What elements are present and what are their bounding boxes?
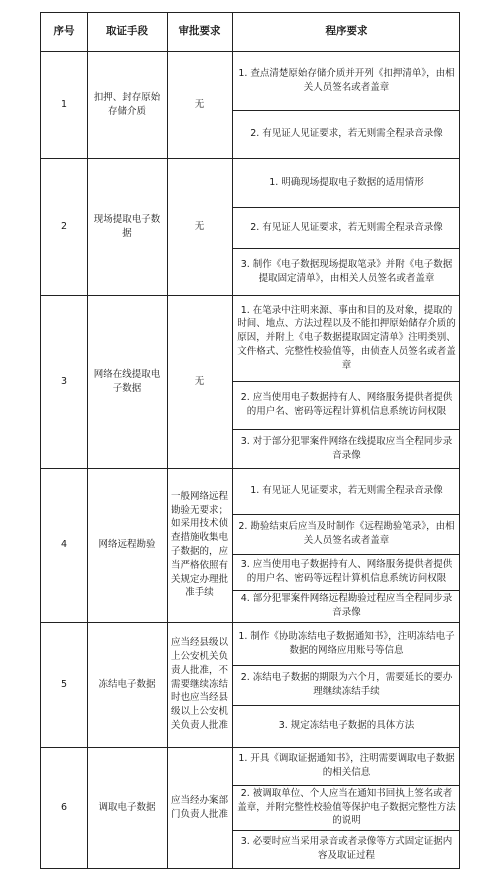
row-6-method: 调取电子数据 (98, 801, 156, 813)
row-4-no: 4 (60, 539, 68, 551)
row-5-approval: 应当经县级以上公安机关负责人批准，不需要继续冻结时也应当经县级以上公安机关负责人批准 (171, 637, 229, 731)
row-5-no: 5 (60, 678, 68, 690)
header-procedure: 程序要求 (325, 25, 368, 38)
row-1-item-1: 1. 查点清楚原始存储介质并开列《扣押清单》，由相关人员签名或者盖章 (238, 67, 455, 93)
row-3-method: 网络在线提取电子数据 (93, 368, 161, 394)
row-2-item-1: 1. 明确现场提取电子数据的适用情形 (269, 176, 424, 188)
row-6-approval: 应当经办案部门负责人批准 (171, 794, 229, 820)
row-5-method: 冻结电子数据 (98, 678, 156, 690)
row-4-item-1: 1. 有见证人见证要求，若无则需全程录音录像 (250, 485, 443, 497)
row-6-item-3: 3. 必要时应当采用录音或者录像等方式固定证据内容及取证过程 (240, 836, 453, 861)
row-5-item-2: 2. 冻结电子数据的期限为六个月，需要延长的要办理继续冻结手续 (240, 672, 453, 697)
row-6-item-2: 2. 被调取单位、个人应当在通知书回执上签名或者盖章，并附完整性校验值等保护电子数据完整性方法的说明 (237, 787, 456, 827)
row-3-item-3: 3. 对于部分犯罪案件网络在线提取应当全程同步录音录像 (240, 435, 453, 461)
row-4-item-3: 3. 应当使用电子数据持有人、网络服务提供者提供的用户名、密码等远程计算机信息系统访问权限 (240, 559, 453, 584)
row-4-item-2: 2. 勘验结束后应当及时制作《远程勘验笔录》，由相关人员签名或者盖章 (238, 521, 455, 546)
row-5-item-3: 3. 规定冻结电子数据的具体方法 (278, 720, 415, 732)
row-3-no: 3 (60, 375, 68, 387)
row-1-item-2: 2. 有见证人见证要求，若无则需全程录音录像 (250, 128, 443, 140)
row-2-approval: 无 (194, 220, 205, 232)
row-3-approval: 无 (194, 375, 205, 387)
row-4-method: 网络远程勘验 (98, 539, 156, 551)
header-approval: 审批要求 (178, 25, 221, 38)
row-1-no: 1 (60, 98, 68, 110)
row-6-item-1: 1. 开具《调取证据通知书》，注明需要调取电子数据的相关信息 (238, 753, 455, 778)
row-4-approval: 一般网络远程勘验无要求；如采用技术侦查措施收集电子数据的，应当严格依照有关规定办理批准手续 (171, 490, 229, 599)
row-2-item-2: 2. 有见证人见证要求，若无则需全程录音录像 (250, 221, 443, 233)
procedure-table (40, 12, 460, 869)
row-1-method: 扣押、封存原始存储介质 (93, 91, 161, 117)
row-4-item-4: 4. 部分犯罪案件网络远程勘验过程应当全程同步录音录像 (240, 593, 453, 618)
header-no: 序号 (53, 25, 75, 38)
row-2-method: 现场提取电子数据 (93, 213, 161, 239)
header-method: 取证手段 (106, 25, 148, 38)
row-1-approval: 无 (194, 98, 205, 110)
row-2-no: 2 (60, 220, 68, 232)
row-3-item-2: 2. 应当使用电子数据持有人、网络服务提供者提供的用户名、密码等远程计算机信息系统访问权限 (240, 392, 453, 417)
row-3-item-1: 1. 在笔录中注明来源、事由和目的及对象，提取的时间、地点、方法过程以及不能扣押原始储存介质的原因，并附上《电子数据提取固定清单》注明类别、文件格式、完整性校验值等，由侦查人员签名或者盖章 (237, 304, 456, 371)
row-5-item-1: 1. 制作《协助冻结电子数据通知书》，注明冻结电子数据的网络应用账号等信息 (238, 630, 455, 656)
row-2-item-3: 3. 制作《电子数据现场提取笔录》并附《电子数据提取固定清单》，由相关人员签名或者盖章 (240, 258, 453, 284)
row-6-no: 6 (60, 801, 68, 813)
